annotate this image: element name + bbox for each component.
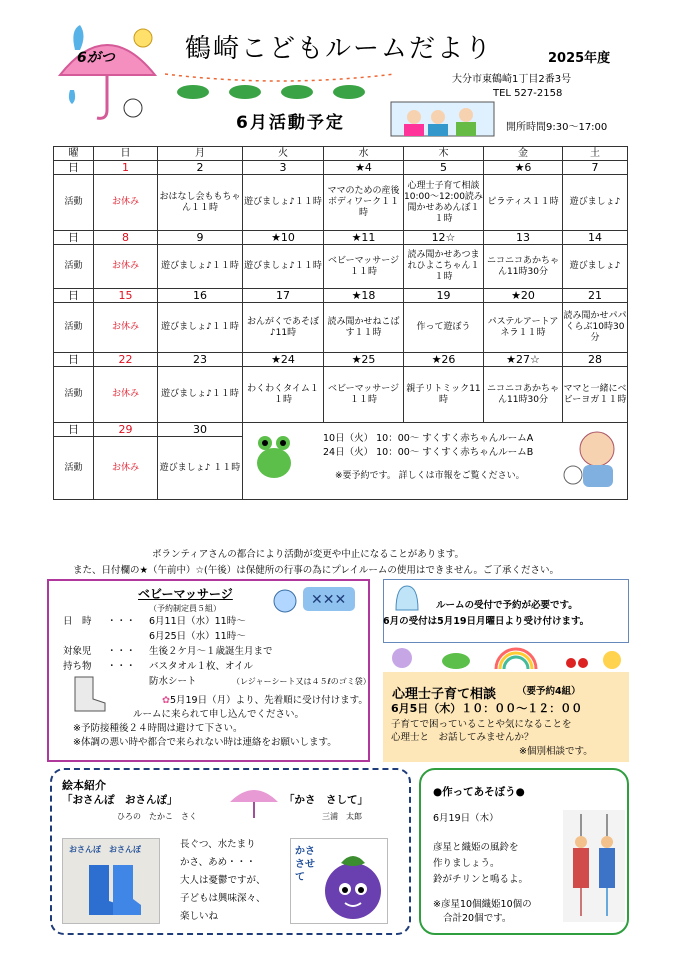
fiscal-year: 2025年度 [548, 51, 611, 66]
activity-cell: お休み [94, 437, 158, 500]
activity-label: 活動 [54, 175, 94, 231]
activity-cell [484, 303, 563, 353]
activity-line: おはなし会 [159, 191, 205, 202]
activity-line: １１時 [599, 394, 627, 405]
date-cell: 21 [563, 289, 628, 303]
header-cell: 木 [404, 147, 484, 161]
activity-line: 遊びましょ♪ [159, 462, 211, 473]
activity-line: 心理士子育て相談 [407, 180, 480, 191]
activity-line: 10:00～12:00 [404, 191, 465, 202]
activity-line: 親子リトミック [406, 383, 470, 394]
activity-cell [404, 245, 484, 289]
book1-cover [62, 838, 160, 924]
activity-line: 作って遊ぼう [416, 322, 471, 332]
activity-cell [243, 175, 324, 231]
psych-text-1: 子育てで困っていることや気になることを [391, 719, 572, 730]
activity-cell [324, 303, 404, 353]
activity-line: １１時 [211, 261, 239, 271]
activity-line: アネラ [500, 316, 559, 338]
activity-line: １１時 [273, 383, 319, 405]
book-intro-box [50, 768, 411, 935]
day-label: 日 [54, 353, 94, 367]
craft-note-2: 合計20個です。 [443, 913, 512, 924]
activity-line: ピラティス [487, 197, 532, 207]
book2-title: 「かさ さして」 [284, 794, 368, 806]
activity-line: １１時 [349, 394, 377, 405]
activity-line: 遊びましょ♪ [161, 322, 212, 332]
activity-line: １１時 [434, 202, 480, 224]
date-cell: 28 [563, 353, 628, 367]
bm-row-dots: ・・・ [107, 616, 136, 627]
activity-cell [484, 175, 563, 231]
activity-label: 活動 [54, 367, 94, 423]
activity-row [54, 245, 628, 289]
day-row [54, 231, 628, 245]
craft-title: ●作ってあそぼう● [433, 786, 525, 798]
activity-line: 遊びましょ♪ [244, 197, 295, 207]
day-row [54, 161, 628, 175]
bm-row-value: 6月25日（水）11時～ [149, 631, 246, 642]
craft-text-line: 作りましょう。 [433, 858, 500, 869]
activity-line: 10時30分 [590, 322, 625, 343]
activity-line: ママのための [327, 186, 382, 196]
activity-cell [158, 367, 243, 423]
activity-line: 読み聞かせ [327, 316, 373, 327]
book2-cover-title: かさ させて [295, 846, 315, 883]
bm-row-dots: ・・・ [107, 646, 136, 657]
day-label: 日 [54, 161, 94, 175]
header-cell: 火 [243, 147, 324, 161]
header-cell: 月 [158, 147, 243, 161]
sheet-note: （レジャーシート又は４５ℓのゴミ袋） [232, 677, 371, 686]
activity-line: おんがくであそぼ♪ [246, 316, 319, 338]
activity-line: １１時 [294, 261, 322, 271]
activity-line: ニコニコあかちゃん [486, 383, 559, 405]
activity-line: 読み聞かせ [407, 191, 483, 213]
activity-cell [158, 245, 243, 289]
activity-cell [404, 367, 484, 423]
header-cell: 曜 [54, 147, 94, 161]
date-cell: ★10 [243, 231, 324, 245]
activity-line: あめんぼ [434, 202, 471, 213]
activity-line: 読み聞かせ [563, 311, 609, 321]
activity-line: ひよこちゃん [416, 261, 471, 271]
activity-cell [243, 245, 324, 289]
day-label: 日 [54, 423, 94, 437]
book-text-line: 子どもは興味深々、 [180, 893, 266, 904]
registration-box [383, 579, 629, 643]
activity-cell [243, 367, 324, 423]
activity-cell [243, 303, 324, 353]
book2-cover [290, 838, 388, 924]
reservation-note: ※要予約です。 詳しくは市報をご覧ください。 [335, 471, 525, 481]
bm-row-value: 生後２ケ月～１歳誕生月まで [149, 646, 273, 657]
date-cell: 23 [158, 353, 243, 367]
phone: TEL 527-2158 [493, 88, 563, 99]
page-title: 鶴崎こどもルームだより [185, 34, 494, 64]
activity-cell [563, 303, 628, 353]
activity-line: ベビーマッサージ [327, 255, 400, 266]
psych-reserve: （要予約4組） [517, 686, 581, 697]
activity-line: わくわくタイム [247, 383, 310, 394]
activity-line: １１時 [349, 266, 377, 277]
warning-health: ※体調の悪い時や都合で来られない時は連絡をお願いします。 [73, 737, 337, 748]
header-cell: 日 [94, 147, 158, 161]
month-badge: 6がつ [77, 50, 115, 66]
header-cell: 水 [324, 147, 404, 161]
craft-text-line: 彦星と織姫の風鈴を [433, 842, 519, 853]
activity-line: 遊びましょ♪ [161, 389, 212, 399]
activity-cell [94, 367, 158, 423]
date-cell: 7 [563, 161, 628, 175]
activity-cell [563, 367, 628, 423]
activity-cell [158, 303, 243, 353]
accept-line [162, 694, 368, 707]
activity-line: ベビーマッサージ [327, 383, 400, 394]
date-cell: 5 [404, 161, 484, 175]
schedule-title: 6月活動予定 [236, 113, 345, 133]
date-cell: 30 [158, 423, 243, 437]
activity-line: 遊びましょ♪ [569, 261, 621, 271]
activity-line: お休み [111, 322, 139, 332]
activity-cell [404, 175, 484, 231]
address: 大分市東鶴崎1丁目2番3号 [452, 74, 572, 85]
boot-icon [67, 673, 107, 713]
accept-line-2: ルームに来られて申し込んでください。 [133, 709, 305, 720]
activity-line: パパくらぶ [565, 311, 627, 332]
activity-cell [484, 245, 563, 289]
activity-line: １１時 [191, 202, 219, 213]
date-cell: 13 [484, 231, 563, 245]
activity-line: 11時 [438, 383, 481, 405]
activity-line: 11時30分 [507, 394, 548, 405]
activity-line: 遊びましょ♪ [161, 261, 212, 271]
calendar-header-row [54, 147, 628, 161]
date-cell: ★26 [404, 353, 484, 367]
activity-cell [563, 245, 628, 289]
activity-cell [324, 367, 404, 423]
book2-author: 三浦 太郎 [322, 812, 362, 821]
day-row [54, 353, 628, 367]
activity-line: １１時 [434, 261, 480, 282]
flower-icon: ✿ [162, 695, 170, 706]
rainy-decoration-icon [386, 643, 629, 673]
baby-icon [561, 427, 623, 493]
psych-consult-box [383, 672, 629, 762]
book1-author: ひろの たかこ さく [117, 812, 197, 821]
ghost-icon [392, 584, 422, 612]
date-cell: 9 [158, 231, 243, 245]
date-cell: ★11 [324, 231, 404, 245]
activity-line: 11時30分 [507, 266, 548, 277]
activity-cell [94, 303, 158, 353]
date-cell: ★27☆ [484, 353, 563, 367]
activity-line: ベビーヨガ [563, 383, 627, 405]
activity-line: ももちゃん [181, 191, 241, 213]
book-text-line: 大人は憂鬱ですが、 [180, 875, 266, 886]
activity-line: １１時 [213, 462, 241, 473]
svg-text:✕✕✕: ✕✕✕ [311, 592, 347, 608]
activity-line: 産後ボディワーク [327, 186, 400, 207]
date-cell: 16 [158, 289, 243, 303]
opening-hours: 開所時間9:30～17:00 [506, 122, 608, 133]
activity-line: １１時 [354, 327, 382, 338]
date-cell: 3 [243, 161, 324, 175]
activity-line: １１時 [531, 197, 559, 207]
date-cell: 1 [94, 161, 158, 175]
craft-box [419, 768, 629, 935]
snail-icon [267, 583, 359, 615]
activity-row [54, 303, 628, 353]
date-cell: 22 [94, 353, 158, 367]
date-cell: 2 [158, 161, 243, 175]
activity-line: 11時 [275, 327, 297, 338]
boots-icon [83, 861, 143, 919]
activity-cell [158, 437, 243, 500]
date-cell: 14 [563, 231, 628, 245]
activity-line: あつまれ [407, 250, 480, 271]
registration-line-2: 6月の受付は5月19日月曜日より受け付けます。 [383, 616, 590, 627]
book-section-title: 絵本紹介 [62, 779, 106, 792]
activity-line: お休み [111, 389, 139, 399]
health-center-note: また、日付欄の★（午前中）☆(午後）は保健所の行事の為にプレイルームの使用はできません。ご了承ください。 [73, 565, 559, 576]
date-cell: 19 [404, 289, 484, 303]
day-row [54, 423, 628, 437]
infant-room-a: 10日（火） 10：00～ すくすく赤ちゃんルームA [323, 433, 534, 444]
activity-line: １１時 [518, 327, 546, 338]
bm-row-label: 日 時 [63, 616, 92, 627]
date-cell: ★6 [484, 161, 563, 175]
activity-label: 活動 [54, 437, 94, 500]
children-window-icon [390, 101, 495, 137]
bm-row-dots: ・・・ [107, 661, 136, 672]
date-cell: 15 [94, 289, 158, 303]
craft-text [433, 840, 528, 888]
date-cell: 29 [94, 423, 158, 437]
activity-row [54, 367, 628, 423]
activity-line: １１時 [211, 322, 239, 332]
activity-label: 活動 [54, 245, 94, 289]
psych-title: 心理士子育て相談 [392, 687, 497, 702]
date-cell: 12☆ [404, 231, 484, 245]
book-text-line: かさ、あめ・・・ [180, 857, 256, 868]
calendar-table [53, 146, 628, 500]
date-cell: 8 [94, 231, 158, 245]
psych-date: 6月5日（木）１０：００～１２：００ [391, 702, 583, 715]
day-label: 日 [54, 231, 94, 245]
book-text-line: 楽しいね [180, 911, 219, 922]
book1-title: 「おさんぽ おさんぽ」 [62, 794, 178, 806]
baby-massage-box [47, 579, 370, 762]
activity-line: １１時 [358, 197, 400, 218]
day-label: 日 [54, 289, 94, 303]
craft-note-1: ※彦星10個織姫10個の [433, 899, 532, 910]
activity-line: お休み [111, 261, 139, 271]
bm-row-label: 持ち物 [63, 661, 92, 672]
wind-chime-icon [563, 810, 625, 922]
accept-text: 5月19日（月）より、先着順に受け付けます。 [169, 695, 368, 706]
psych-text-2: 心理士と お話してみませんか？ [391, 732, 534, 743]
activity-line: ママと一緒に [563, 383, 618, 394]
baby-massage-title: ベビーマッサージ [138, 587, 233, 601]
header-cell: 金 [484, 147, 563, 161]
warning-vaccine: ※予防接種後２４時間は避けて下さい。 [73, 723, 243, 734]
header-cell: 土 [563, 147, 628, 161]
activity-line: 読み聞かせ [407, 250, 453, 260]
frog-garland-icon [165, 68, 395, 102]
activity-line: １１時 [211, 389, 239, 399]
activity-cell [563, 175, 628, 231]
eggplant-icon [321, 847, 385, 921]
book1-cover-title: おさんぽ おさんぽ [69, 845, 141, 854]
book-description [180, 836, 266, 926]
activity-line: パステルアート [487, 316, 550, 327]
date-cell: ★24 [243, 353, 324, 367]
date-cell: 17 [243, 289, 324, 303]
bm-row-value: 6月11日（水）11時～ [149, 616, 246, 627]
activity-cell [94, 175, 158, 231]
bm-row-label: 対象児 [63, 646, 92, 657]
activity-row [54, 175, 628, 231]
activity-cell [158, 175, 243, 231]
date-cell: ★18 [324, 289, 404, 303]
infant-room-b: 24日（火） 10：00～ すくすく赤ちゃんルームB [323, 447, 534, 458]
baby-massage-capacity: （予約制定員５組） [149, 604, 221, 613]
date-cell: ★20 [484, 289, 563, 303]
date-cell: ★25 [324, 353, 404, 367]
activity-label: 活動 [54, 303, 94, 353]
date-cell: ★4 [324, 161, 404, 175]
activity-line: ニコニコあかちゃん [486, 255, 559, 277]
craft-text-line: 鈴がチリンと鳴るよ。 [433, 874, 529, 885]
activity-cell [324, 175, 404, 231]
umbrella-logo-icon [55, 20, 160, 125]
book-text-line: 長ぐつ、水たまり [180, 839, 256, 850]
infant-room-info [243, 423, 628, 500]
umbrella-icon [228, 782, 280, 822]
activity-cell [484, 367, 563, 423]
day-row [54, 289, 628, 303]
bm-row-value: 防水シート [149, 676, 197, 687]
frog-icon [253, 431, 295, 481]
activity-line: １１時 [294, 197, 322, 207]
activity-cell [404, 303, 484, 353]
psych-note: ※個別相談です。 [519, 746, 593, 757]
activity-cell [324, 245, 404, 289]
activity-line: ねこばす [345, 316, 400, 338]
activity-line: 遊びましょ♪ [244, 261, 295, 271]
volunteer-note: ボランティアさんの都合により活動が変更や中止になることがあります。 [152, 549, 464, 560]
registration-line-1: ルームの受付で予約が必要です。 [436, 600, 578, 611]
activity-line: お休み [111, 197, 139, 207]
craft-date: 6月19日（木） [433, 813, 499, 824]
bm-row-value: バスタオル１枚、オイル [149, 661, 254, 672]
activity-line: 遊びましょ♪ [569, 197, 621, 207]
activity-cell [94, 245, 158, 289]
